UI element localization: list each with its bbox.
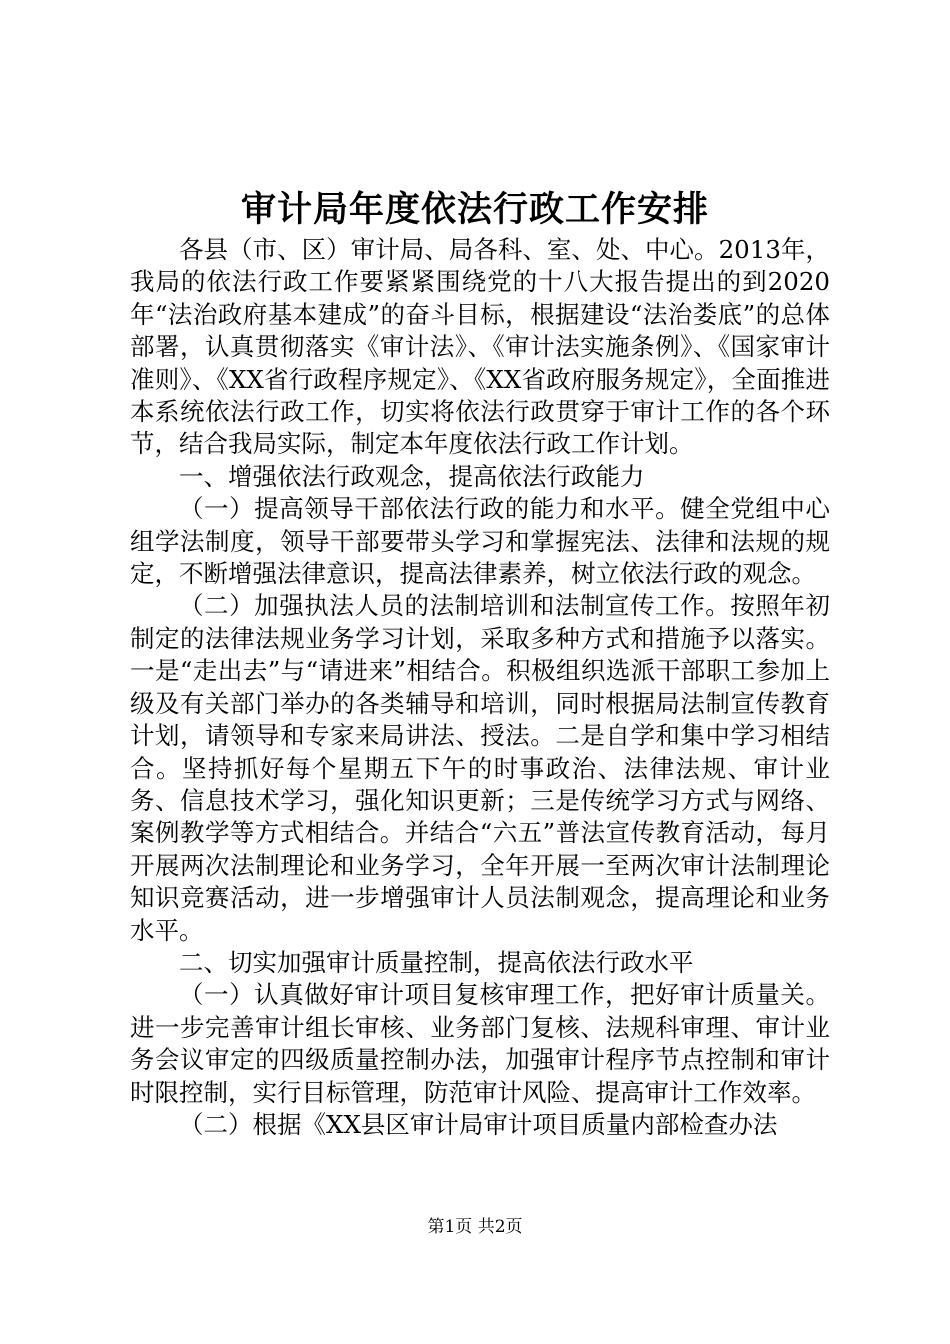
section-1-item-1: （一）提高领导干部依法行政的能力和水平。健全党组中心组学法制度，领导干部要带头学习和掌握宪法、法律和法规的规定，不断增强法律意识，提高法律素养，树立依法行政的观念。 <box>130 494 830 589</box>
section-2-item-1: （一）认真做好审计项目复核审理工作，把好审计质量关。进一步完善审计组长审核、业务部门复核、法规科审理、审计业务会议审定的四级质量控制办法，加强审计程序节点控制和审计时限控制，实行目标管理，防范审计风险、提高审计工作效率。 <box>130 980 830 1107</box>
section-2-item-2: （二）根据《XX县区审计局审计项目质量内部检查办法 <box>179 1109 778 1139</box>
document-body <box>130 234 830 1141</box>
section-1-item-2: （二）加强执法人员的法制培训和法制宣传工作。按照年初制定的法律法规业务学习计划，采取多种方式和措施予以落实。一是“走出去”与“请进来”相结合。积极组织选派干部职工参加上级及有关部门举办的各类辅导和培训，同时根据局法制宣传教育计划，请领导和专家来局讲法、授法。二是自学和集中学习相结合。坚持抓好每个星期五下午的时事政治、法律法规、审计业务、信息技术学习，强化知识更新；三是传统学习方式与网络、案例教学等方式相结合。并结合“六五”普法宣传教育活动，每月开展两次法制理论和业务学习，全年开展一至两次审计法制理论知识竞赛活动，进一步增强审计人员法制观念，提高理论和业务水平。 <box>130 591 830 945</box>
section-heading-1: 一、增强依法行政观念，提高依法行政能力 <box>179 461 645 491</box>
document-title: 审计局年度依法行政工作安排 <box>240 189 709 230</box>
intro-paragraph: 各县（市、区）审计局、局各科、室、处、中心。2013年，我局的依法行政工作要紧紧围绕党的十八大报告提出的到2020年“法治政府基本建成”的奋斗目标，根据建设“法治娄底”的总体部署，认真贯彻落实《审计法》、《审计法实施条例》、《国家审计准则》、《XX省行政程序规定》、《XX省政府服务规定》，全面推进本系统依法行政工作，切实将依法行政贯穿于审计工作的各个环节，结合我局实际，制定本年度依法行政工作计划。 <box>130 235 830 459</box>
section-heading-2: 二、切实加强审计质量控制，提高依法行政水平 <box>179 947 694 977</box>
page-number-footer: 第1页 共2页 <box>427 1217 523 1237</box>
